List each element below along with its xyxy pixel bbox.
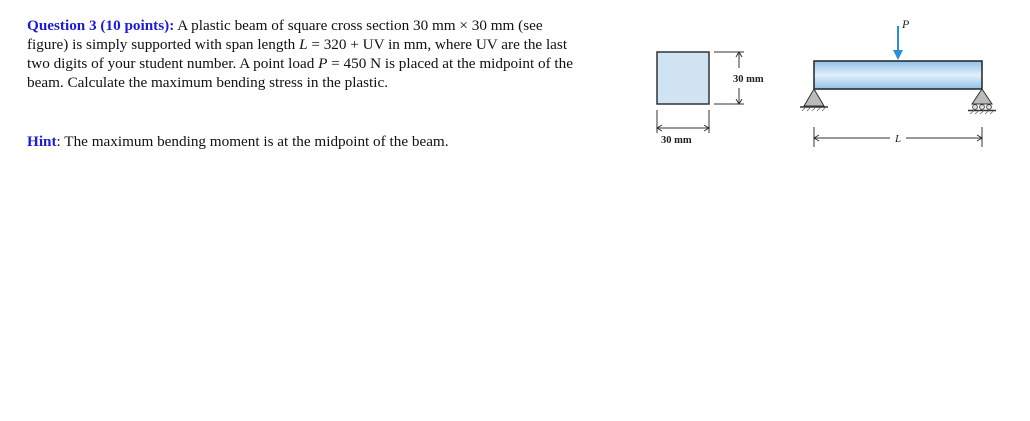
cross-section-square [657,52,709,104]
section-height-label: 30 mm [733,74,764,85]
hint-label: Hint [27,133,57,150]
span-label: L [895,133,902,145]
section-width-dimension [657,110,709,133]
section-width-label: 30 mm [661,135,692,146]
pin-support [800,89,828,111]
load-arrow [893,26,903,60]
problem-statement [27,16,587,92]
question-heading: Question 3 (10 points): [27,17,175,34]
problem-text-2: = 320 + UV in mm, where UV are the last two digits of your student number. A point load [27,36,568,72]
problem-paragraph [27,16,587,92]
problem-text-3: = 450 N is placed at the midpoint of the beam. Calculate the maximum bending stress in the plastic. [27,55,573,91]
beam-figure [640,5,1010,155]
span-length-variable: L [299,36,308,53]
hint-text: : The maximum bending moment is at the midpoint of the beam. [56,133,449,150]
beam [814,61,982,89]
problem-text-1: A plastic beam of square cross section 30 mm × 30 mm (see figure) is simply supported with span length [27,17,543,53]
load-variable: P [318,55,328,72]
hint [27,133,449,151]
cross-section [657,52,709,104]
roller-support [968,89,996,114]
load-label: P [902,17,910,31]
